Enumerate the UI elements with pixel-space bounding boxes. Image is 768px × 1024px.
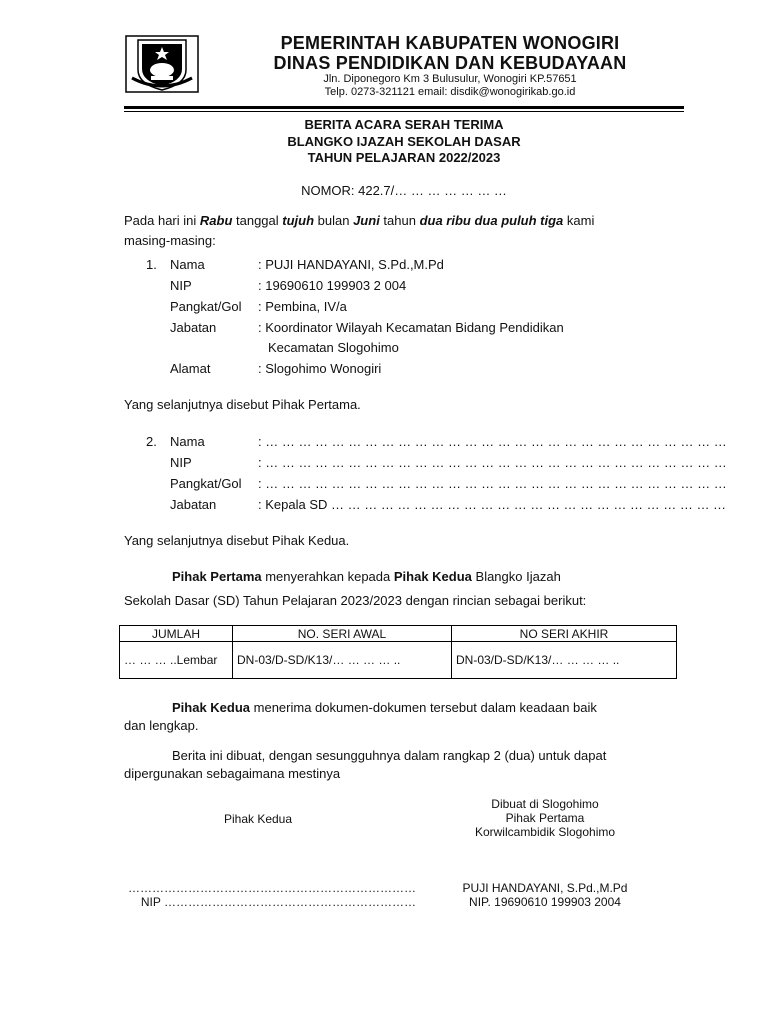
signature-left-title: Pihak Kedua (223, 812, 293, 826)
signature-right-name: PUJI HANDAYANI, S.Pd.,M.Pd (462, 881, 628, 895)
document-title-line2: BLANGKO IJAZAH SEKOLAH DASAR (287, 134, 521, 149)
intro-line2: masing-masing: (124, 233, 216, 248)
party2-value-nip: : … … … … … … … … … … … … … … … … … … … … … … … … … … … … (258, 455, 727, 470)
table-row (120, 642, 677, 679)
party2-number: 2. (146, 434, 157, 449)
party2-label-nip: NIP (170, 455, 192, 470)
table-header-serial-end: NO SERI AKHIR (452, 626, 677, 642)
party2-label-position: Jabatan (170, 497, 217, 512)
transfer-text-2: Blangko Ijazah (471, 569, 561, 584)
intro-text-5: kami (563, 213, 595, 228)
closing-line1: Berita ini dibuat, dengan sesungguhnya dalam rangkap 2 (dua) untuk dapat (172, 748, 607, 763)
signature-left-name-line: ……………………………………………………………… (128, 881, 416, 895)
document-title-line1: BERITA ACARA SERAH TERIMA (304, 117, 504, 132)
header-address: Jln. Diponegoro Km 3 Bulusulur, Wonogiri KP.57651 (323, 73, 577, 85)
party2-label-rank: Pangkat/Gol (170, 476, 242, 491)
party1-label-nip: NIP (170, 278, 192, 293)
table-cell-serial-end: DN-03/D-SD/K13/… … … … .. (452, 642, 677, 679)
signature-right-role: Korwilcambidik Slogohimo (474, 825, 616, 839)
receive-party2: Pihak Kedua (172, 700, 251, 715)
party1-value-nip: : 19690610 199903 2 004 (258, 278, 407, 293)
header-agency-name: DINAS PENDIDIKAN DAN KEBUDAYAAN (273, 53, 627, 73)
party2-note: Yang selanjutnya disebut Pihak Kedua. (124, 533, 350, 548)
party1-label-rank: Pangkat/Gol (170, 299, 242, 314)
party1-value-address: : Slogohimo Wonogiri (258, 361, 382, 376)
serial-number-table (119, 625, 677, 679)
table-header-serial-start: NO. SERI AWAL (233, 626, 452, 642)
document-title-line3: TAHUN PELAJARAN 2022/2023 (307, 150, 501, 165)
signature-right-title: Pihak Pertama (505, 811, 585, 825)
closing-paragraph (124, 747, 684, 783)
intro-year: dua ribu dua puluh tiga (419, 213, 564, 228)
party1-value-rank: : Pembina, IV/a (258, 299, 347, 314)
party2-value-rank: : … … … … … … … … … … … … … … … … … … … … … … … … … … … … (258, 476, 727, 491)
header-government-name: PEMERINTAH KABUPATEN WONOGIRI (280, 33, 620, 53)
closing-line2: dipergunakan sebagaimana mestinya (124, 766, 341, 781)
signature-right-place: Dibuat di Slogohimo (491, 797, 599, 811)
header-divider-thick (124, 106, 684, 109)
intro-month: Juni (353, 213, 380, 228)
document-number: NOMOR: 422.7/… … … … … … … (301, 183, 507, 198)
transfer-text-1: menyerahkan kepada (261, 569, 394, 584)
party1-label-position: Jabatan (170, 320, 217, 335)
party1-label-address: Alamat (170, 361, 211, 376)
transfer-party1: Pihak Pertama (172, 569, 262, 584)
intro-text-4: tahun (379, 213, 420, 228)
intro-day: Rabu (199, 213, 233, 228)
intro-date: tujuh (282, 213, 315, 228)
party1-value-name: : PUJI HANDAYANI, S.Pd.,M.Pd (258, 257, 444, 272)
party2-label-name: Nama (170, 434, 205, 449)
intro-paragraph (124, 211, 684, 251)
receive-paragraph (124, 699, 684, 735)
table-cell-serial-start: DN-03/D-SD/K13/… … … … .. (233, 642, 452, 679)
table-cell-quantity: … … … ..Lembar (120, 642, 233, 679)
signature-right-nip: NIP. 19690610 199903 2004 (469, 895, 621, 909)
receive-text-1: menerima dokumen-dokumen tersebut dalam keadaan baik (250, 700, 597, 715)
header-divider-thin (124, 111, 684, 112)
party1-note: Yang selanjutnya disebut Pihak Pertama. (124, 397, 361, 412)
receive-line2: dan lengkap. (124, 718, 199, 733)
signature-left-nip-line: NIP ……………………………………………………… (140, 895, 416, 909)
party1-number: 1. (146, 257, 157, 272)
party1-value-position: : Koordinator Wilayah Kecamatan Bidang Pendidikan (258, 320, 564, 335)
intro-text-2: tanggal (232, 213, 283, 228)
party1-value-position-cont: Kecamatan Slogohimo (268, 340, 399, 355)
table-header-quantity: JUMLAH (120, 626, 233, 642)
table-header-row (120, 626, 677, 642)
transfer-line2: Sekolah Dasar (SD) Tahun Pelajaran 2023/2023 dengan rincian sebagai berikut: (124, 593, 587, 608)
transfer-party2: Pihak Kedua (393, 569, 472, 584)
transfer-paragraph (124, 565, 684, 613)
regency-emblem-icon (124, 34, 200, 94)
intro-text-3: bulan (314, 213, 354, 228)
party1-label-name: Nama (170, 257, 205, 272)
party2-value-position: : Kepala SD … … … … … … … … … … … … … … … … … … … … … … … … (258, 497, 727, 512)
party2-value-name: : … … … … … … … … … … … … … … … … … … … … … … … … … … … … (258, 434, 727, 449)
header-contact: Telp. 0273-321121 email: disdik@wonogirikab.go.id (324, 86, 576, 98)
intro-text-1: Pada hari ini (124, 213, 200, 228)
